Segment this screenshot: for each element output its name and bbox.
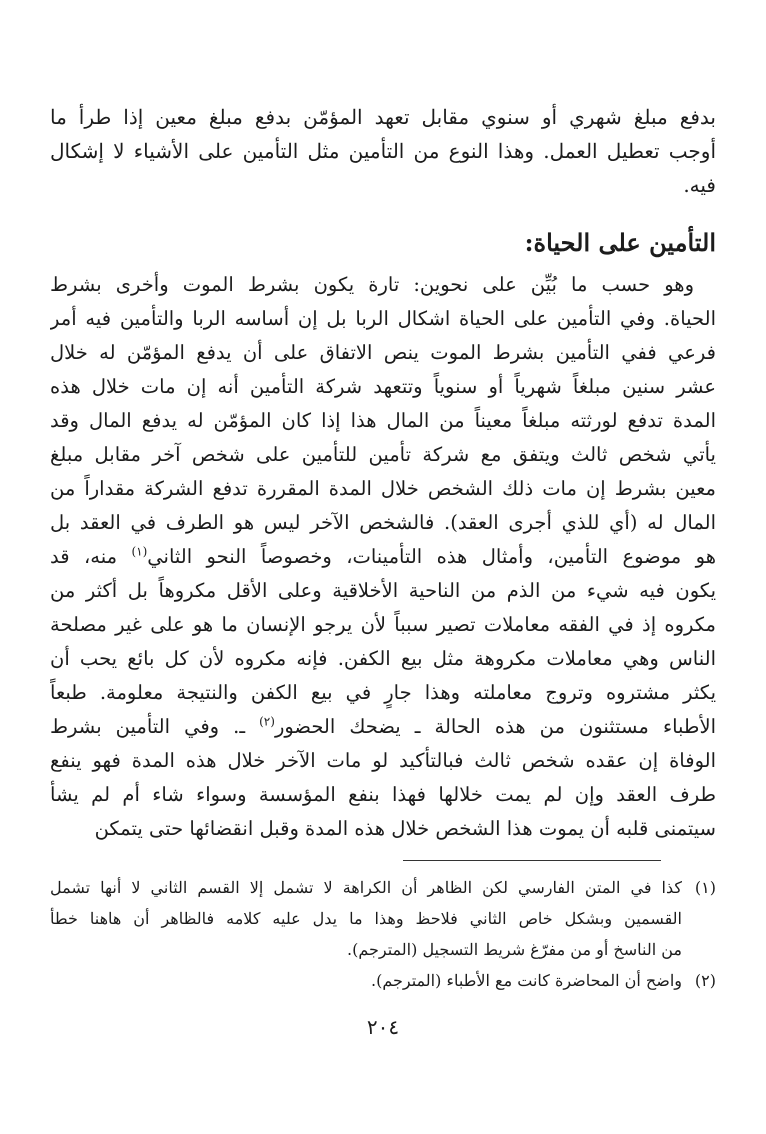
footnote-line: واضح أن المحاضرة كانت مع الأطباء (المترجم). — [371, 971, 682, 990]
text-line: يكثر مشتروه وتروج معاملته وهذا جارٍ في بيع الكفن والنتيجة معلومة. طبعاً — [50, 681, 716, 704]
text-line-content: منه، قد — [50, 545, 118, 568]
text-line — [50, 710, 716, 744]
text-line: طرف العقد وإن لم يمت خلالها فهذا بنفع المؤسسة وسواء شاء أم لم يشأ — [50, 783, 716, 806]
text-line: سيتمنى قلبه أن يموت هذا الشخص خلال هذه المدة وقبل انقضائها حتى يتمكن — [94, 817, 716, 840]
text-line: عشر سنين مبلغاً شهرياً أو سنوياً وتتعهد شركة التأمين أنه إن مات خلال هذه — [50, 375, 716, 398]
footnote-text — [50, 872, 682, 965]
footnote-line: القسمين وبشكل خاص الثاني فلاحظ وهذا ما يدل عليه كلامه فالظاهر أن هاهنا خطأ — [50, 909, 682, 928]
footnote-2 — [50, 965, 716, 996]
text-line — [50, 268, 716, 302]
text-line: المال له (أي للذي أجرى العقد). فالشخص الآخر ليس هو الطرف في العقد بل — [50, 511, 716, 534]
body-paragraph — [50, 268, 716, 846]
footnote-line: كذا في المتن الفارسي لكن الظاهر أن الكراهة لا تشمل إلا القسم الثاني لا أنها تشمل — [50, 878, 682, 897]
footnote-text — [50, 965, 682, 996]
text-line: الناس وهي معاملات مكروهة مثل بيع الكفن. فإنه مكروه لأن كل بائع يحب أن — [50, 647, 716, 670]
intro-paragraph — [50, 100, 716, 202]
page-number: ٢٠٤ — [366, 1015, 400, 1039]
text-line-content: الأطباء مستثنون من هذه الحالة ـ يضحك الحضور — [274, 715, 716, 738]
text-line: معين بشرط إن مات ذلك الشخص خلال المدة المقررة تدفع الشركة مقداراً من — [50, 477, 716, 500]
text-line: أوجب تعطيل العمل. وهذا النوع من التأمين مثل التأمين على الأشياء لا إشكال — [50, 139, 716, 163]
text-line: فرعي ففي التأمين بشرط الموت ينص الاتفاق على أن يدفع المؤمّن له خلال — [50, 341, 716, 364]
footnote-separator — [403, 860, 661, 861]
text-line-content: وهو حسب ما بُيِّن على نحوين: تارة يكون بشرط الموت وأخرى بشرط — [50, 273, 694, 296]
text-line-content: هو موضوع التأمين، وأمثال هذه التأمينات، وخصوصاً النحو الثاني — [147, 545, 716, 568]
footnote-1 — [50, 872, 716, 965]
text-line: المدة تدفع لورثته مبلغاً معيناً من المال هذا إذا كان المؤمّن له يدفع المال وقد — [50, 409, 716, 432]
footnote-line: من الناسخ أو من مفرّغ شريط التسجيل (المترجم). — [347, 940, 682, 959]
text-line-content: ـ. وفي التأمين بشرط — [50, 715, 246, 738]
text-line — [50, 540, 716, 574]
footnote-marker: (١) — [694, 878, 716, 897]
section-heading: التأمين على الحياة: — [524, 228, 716, 257]
footnote-marker: (٢) — [694, 971, 716, 990]
text-line: مكروه إذ في الفقه معاملات تصير سبباً لأن يرجو الإنسان ما هو على غير مصلحة — [50, 613, 716, 636]
text-line: يكون فيه شيء من الذم من الناحية الأخلاقية وعلى الأقل مكروهاً بل أكثر من — [50, 579, 716, 602]
footnote-reference-2[interactable]: (٢) — [259, 714, 275, 729]
footnotes — [50, 872, 716, 996]
text-line: يأتي شخص ثالث ويتفق مع شركة تأمين للتأمين على شخص آخر مقابل مبلغ — [50, 443, 716, 466]
text-line: الحياة. وفي التأمين على الحياة اشكال الربا بل إن أساسه الربا والتأمين فيه أمر — [50, 307, 716, 330]
footnote-reference-1[interactable]: (١) — [131, 544, 148, 559]
text-line: الوفاة إن عقده شخص ثالث فبالتأكيد لو مات الآخر خلال هذه المدة فهو ينفع — [50, 749, 716, 772]
text-line: بدفع مبلغ شهري أو سنوي مقابل تعهد المؤمّن بدفع مبلغ معين إذا طرأ ما — [50, 105, 716, 129]
text-line: فيه. — [683, 173, 716, 197]
